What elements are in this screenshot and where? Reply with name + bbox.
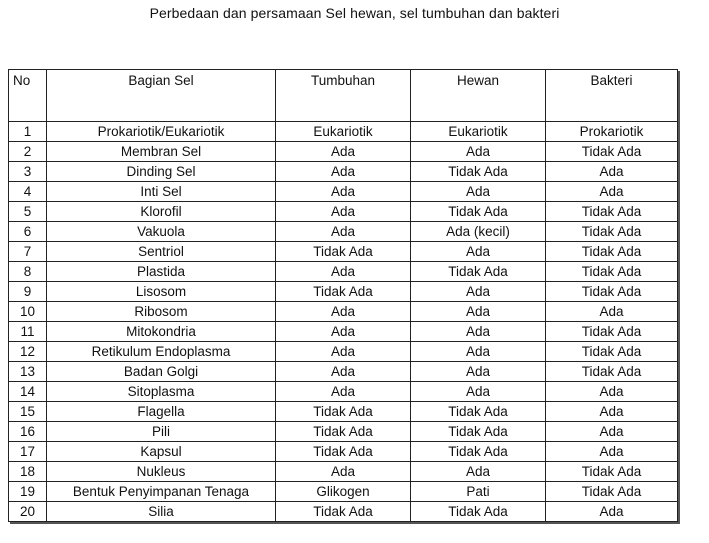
table-row (9, 482, 678, 502)
plant-value: Ada (276, 302, 411, 322)
row-number: 14 (9, 382, 47, 402)
bacteria-value: Tidak Ada (546, 202, 678, 222)
row-number: 13 (9, 362, 47, 382)
plant-value: Tidak Ada (276, 282, 411, 302)
cell-part: Membran Sel (47, 142, 276, 162)
page-title: Perbedaan dan persamaan Sel hewan, sel tumbuhan dan bakteri (149, 5, 560, 21)
cell-part: Retikulum Endoplasma (47, 342, 276, 362)
animal-value: Tidak Ada (411, 162, 546, 182)
table-row (9, 182, 678, 202)
table-row (9, 262, 678, 282)
row-number: 15 (9, 402, 47, 422)
plant-value: Tidak Ada (276, 502, 411, 522)
row-number: 7 (9, 242, 47, 262)
table-row (9, 202, 678, 222)
row-number: 10 (9, 302, 47, 322)
cell-part: Klorofil (47, 202, 276, 222)
table-row (9, 282, 678, 302)
cell-part: Sentriol (47, 242, 276, 262)
animal-value: Ada (411, 342, 546, 362)
cell-part: Inti Sel (47, 182, 276, 202)
table-row (9, 142, 678, 162)
row-number: 1 (9, 122, 47, 142)
table-row (9, 382, 678, 402)
plant-value: Tidak Ada (276, 442, 411, 462)
bacteria-value: Ada (546, 382, 678, 402)
animal-value: Ada (411, 362, 546, 382)
plant-value: Ada (276, 362, 411, 382)
bacteria-value: Tidak Ada (546, 342, 678, 362)
plant-value: Eukariotik (276, 122, 411, 142)
animal-value: Tidak Ada (411, 442, 546, 462)
bacteria-value: Ada (546, 182, 678, 202)
cell-part: Badan Golgi (47, 362, 276, 382)
table-row (9, 442, 678, 462)
row-number: 17 (9, 442, 47, 462)
cell-part: Silia (47, 502, 276, 522)
row-number: 3 (9, 162, 47, 182)
bacteria-value: Ada (546, 402, 678, 422)
plant-value: Tidak Ada (276, 422, 411, 442)
plant-value: Tidak Ada (276, 402, 411, 422)
animal-value: Tidak Ada (411, 422, 546, 442)
row-number: 8 (9, 262, 47, 282)
table-row (9, 462, 678, 482)
animal-value: Tidak Ada (411, 402, 546, 422)
cell-part: Prokariotik/Eukariotik (47, 122, 276, 142)
animal-value: Ada (411, 282, 546, 302)
row-number: 18 (9, 462, 47, 482)
row-number: 6 (9, 222, 47, 242)
animal-value: Ada (411, 142, 546, 162)
plant-value: Ada (276, 382, 411, 402)
animal-value: Ada (411, 242, 546, 262)
bacteria-value: Tidak Ada (546, 222, 678, 242)
header-no: No (9, 70, 47, 122)
bacteria-value: Tidak Ada (546, 482, 678, 502)
row-number: 9 (9, 282, 47, 302)
table-row (9, 322, 678, 342)
header-plant: Tumbuhan (276, 70, 411, 122)
cell-part: Mitokondria (47, 322, 276, 342)
plant-value: Ada (276, 322, 411, 342)
animal-value: Eukariotik (411, 122, 546, 142)
plant-value: Ada (276, 462, 411, 482)
animal-value: Ada (411, 182, 546, 202)
cell-part: Sitoplasma (47, 382, 276, 402)
cell-part: Flagella (47, 402, 276, 422)
bacteria-value: Ada (546, 442, 678, 462)
header-bacteria: Bakteri (546, 70, 678, 122)
animal-value: Tidak Ada (411, 262, 546, 282)
table-row (9, 302, 678, 322)
table-row (9, 502, 678, 522)
plant-value: Tidak Ada (276, 242, 411, 262)
plant-value: Ada (276, 222, 411, 242)
bacteria-value: Tidak Ada (546, 282, 678, 302)
animal-value: Ada (411, 462, 546, 482)
cell-part: Nukleus (47, 462, 276, 482)
cell-part: Ribosom (47, 302, 276, 322)
cell-part: Kapsul (47, 442, 276, 462)
bacteria-value: Tidak Ada (546, 142, 678, 162)
animal-value: Ada (411, 382, 546, 402)
table-row (9, 422, 678, 442)
row-number: 20 (9, 502, 47, 522)
table-header-row (9, 70, 678, 122)
cell-part: Pili (47, 422, 276, 442)
bacteria-value: Tidak Ada (546, 322, 678, 342)
plant-value: Ada (276, 142, 411, 162)
bacteria-value: Prokariotik (546, 122, 678, 142)
row-number: 5 (9, 202, 47, 222)
table-row (9, 162, 678, 182)
table-body (9, 122, 678, 522)
row-number: 2 (9, 142, 47, 162)
bacteria-value: Tidak Ada (546, 362, 678, 382)
plant-value: Ada (276, 182, 411, 202)
table-row (9, 402, 678, 422)
animal-value: Ada (411, 322, 546, 342)
plant-value: Ada (276, 262, 411, 282)
cell-part: Lisosom (47, 282, 276, 302)
table-row (9, 222, 678, 242)
animal-value: Pati (411, 482, 546, 502)
table-row (9, 362, 678, 382)
row-number: 12 (9, 342, 47, 362)
header-animal: Hewan (411, 70, 546, 122)
cell-comparison-table (8, 69, 678, 522)
row-number: 16 (9, 422, 47, 442)
bacteria-value: Tidak Ada (546, 262, 678, 282)
bacteria-value: Ada (546, 302, 678, 322)
bacteria-value: Ada (546, 422, 678, 442)
plant-value: Ada (276, 162, 411, 182)
plant-value: Ada (276, 342, 411, 362)
animal-value: Tidak Ada (411, 502, 546, 522)
cell-part: Plastida (47, 262, 276, 282)
cell-part: Vakuola (47, 222, 276, 242)
row-number: 11 (9, 322, 47, 342)
bacteria-value: Ada (546, 502, 678, 522)
plant-value: Ada (276, 202, 411, 222)
bacteria-value: Tidak Ada (546, 462, 678, 482)
header-cell-part: Bagian Sel (47, 70, 276, 122)
cell-part: Dinding Sel (47, 162, 276, 182)
animal-value: Ada (411, 302, 546, 322)
table-row (9, 342, 678, 362)
table-row (9, 242, 678, 262)
bacteria-value: Ada (546, 162, 678, 182)
plant-value: Glikogen (276, 482, 411, 502)
row-number: 19 (9, 482, 47, 502)
cell-part: Bentuk Penyimpanan Tenaga (47, 482, 276, 502)
row-number: 4 (9, 182, 47, 202)
table-row (9, 122, 678, 142)
animal-value: Ada (kecil) (411, 222, 546, 242)
bacteria-value: Tidak Ada (546, 242, 678, 262)
animal-value: Tidak Ada (411, 202, 546, 222)
